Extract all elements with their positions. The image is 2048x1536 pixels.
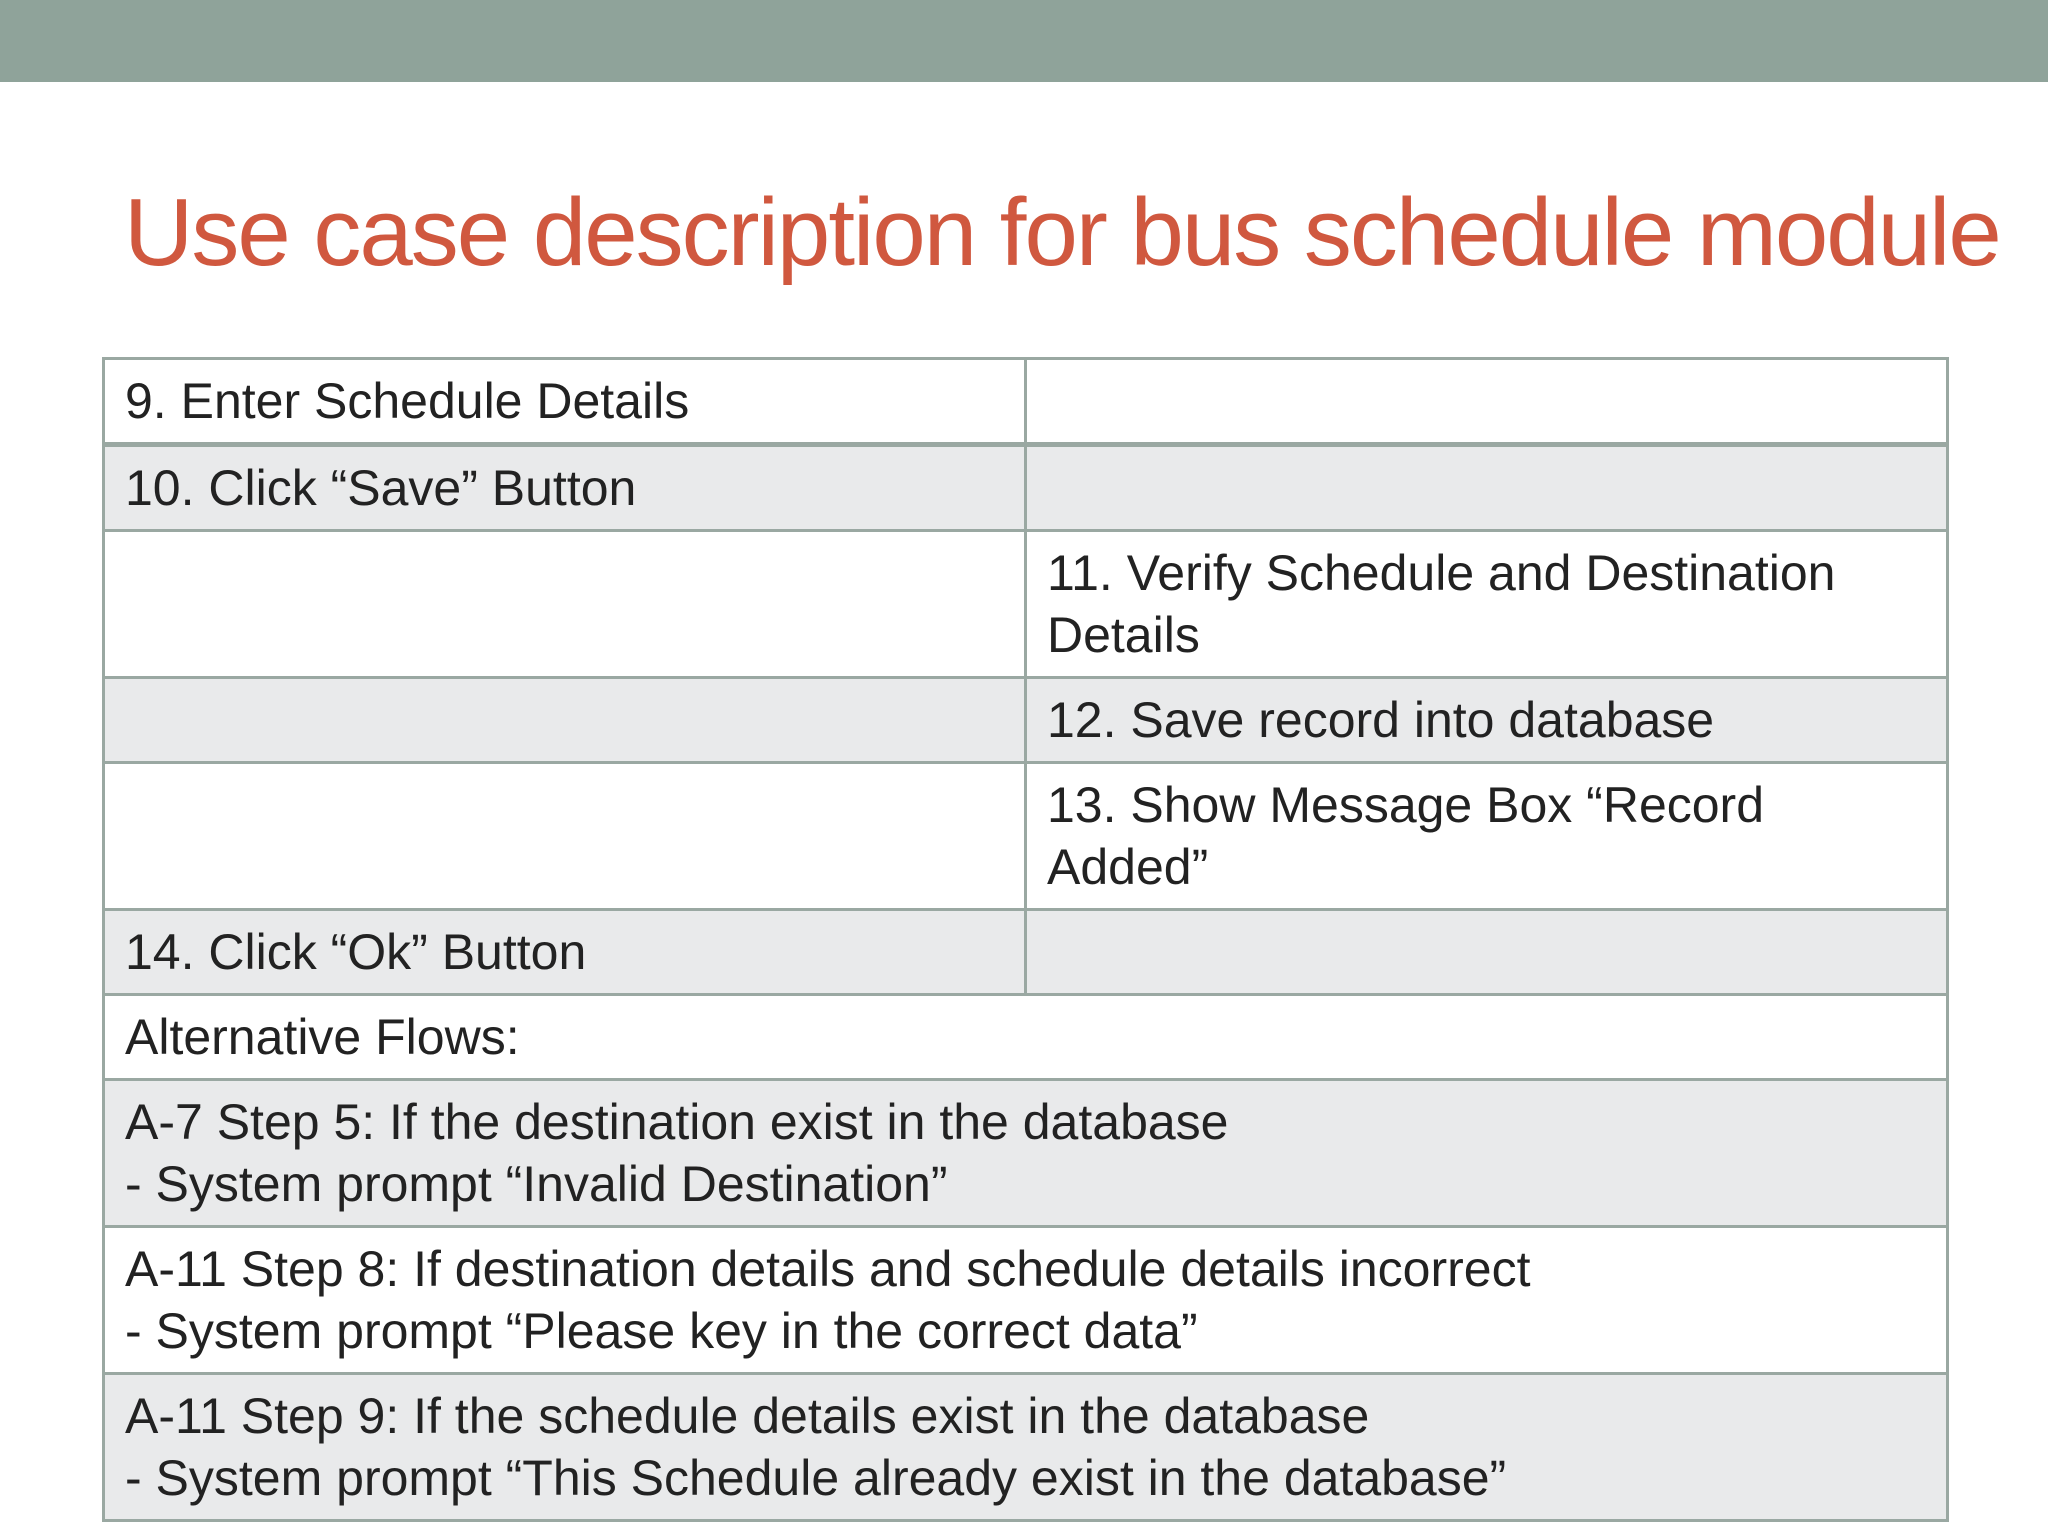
system-step-cell	[1026, 445, 1948, 531]
system-step-cell	[1026, 910, 1948, 995]
system-step-cell: 13. Show Message Box “Record Added”	[1026, 763, 1948, 910]
system-step-cell	[1026, 359, 1948, 445]
actor-step-cell: 9. Enter Schedule Details	[104, 359, 1026, 445]
table-row	[104, 910, 1948, 995]
table-row	[104, 678, 1948, 763]
use-case-table	[102, 357, 1949, 1522]
alternative-flow-cell: A-7 Step 5: If the destination exist in the database - System prompt “Invalid Destination”	[104, 1080, 1948, 1227]
slide-top-bar	[0, 0, 2048, 82]
table-row	[104, 445, 1948, 531]
table-row	[104, 359, 1948, 445]
system-step-cell: 11. Verify Schedule and Destination Details	[1026, 531, 1948, 678]
slide-title: Use case description for bus schedule module	[124, 179, 2000, 286]
actor-step-cell	[104, 531, 1026, 678]
actor-step-cell	[104, 763, 1026, 910]
table-row	[104, 531, 1948, 678]
alternative-flows-heading: Alternative Flows:	[104, 995, 1948, 1080]
system-step-cell: 12. Save record into database	[1026, 678, 1948, 763]
actor-step-cell: 14. Click “Ok” Button	[104, 910, 1026, 995]
actor-step-cell: 10. Click “Save” Button	[104, 445, 1026, 531]
alternative-flow-cell: A-11 Step 9: If the schedule details exist in the database - System prompt “This Schedule already exist in the database”	[104, 1374, 1948, 1521]
table-row	[104, 995, 1948, 1080]
alternative-flow-cell: A-11 Step 8: If destination details and schedule details incorrect - System prompt “Please key in the correct data”	[104, 1227, 1948, 1374]
table-row	[104, 763, 1948, 910]
table-row	[104, 1374, 1948, 1521]
table-row	[104, 1227, 1948, 1374]
table-row	[104, 1080, 1948, 1227]
actor-step-cell	[104, 678, 1026, 763]
